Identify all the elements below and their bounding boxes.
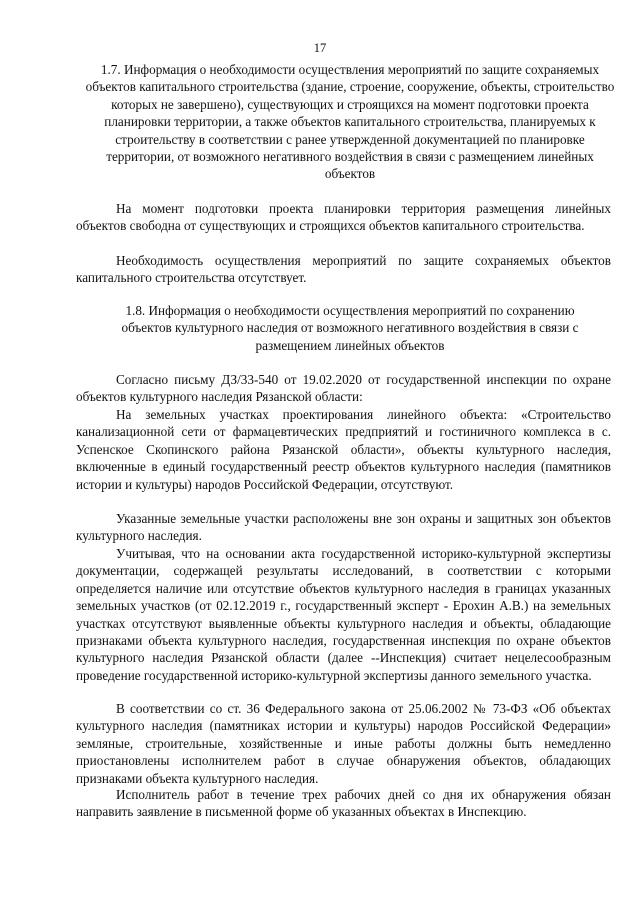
- section-1-8-paragraph: В соответствии со ст. 36 Федерального закона от 25.06.2002 № 73-ФЗ «Об объектах культурного наследия (памятниках истории и культуры) народов Российской Федерации» земляные, строительные, хозяйственные и иные работы должны быть немедленно приостановлены исполнителем работ в случае обнаружения объектов, обладающих признаками объекта культурного наследия.: [76, 701, 611, 786]
- section-1-8-paragraph: Учитывая, что на основании акта государственной историко-культурной экспертизы документации, содержащей результаты исследований, в соответствии с которыми определяется наличие или отсутствие объектов культурного наследия в границах указанных земельных участков (от 02.12.2019 г., государственный эксперт - Ерохин А.В.) на земельных участках отсутствуют выявленные объекты культурного наследия и объекты, обладающие признаками объекта культурного наследия, государственная инспекция по охране объектов культурного наследия Рязанской области (далее --Инспекция) считает нецелесообразным проведение государственной историко-культурной экспертизы данного земельного участка.: [76, 546, 611, 683]
- page-number: 17: [313, 41, 327, 55]
- section-1-8-paragraph: Указанные земельные участки расположены вне зон охраны и защитных зон объектов культурного наследия.: [76, 511, 611, 544]
- section-1-8-paragraph: Согласно письму ДЗ/33-540 от 19.02.2020 от государственной инспекции по охране объектов культурного наследия Рязанской области:: [76, 372, 611, 405]
- section-1-8-paragraph: На земельных участках проектирования линейного объекта: «Строительство канализационной сети от фармацевтических предприятий и гостиничного комплекса в с. Успенское Скопинского района Рязанской области», объекты культурного наследия, включенные в единый государственный реестр объектов культурного наследия (памятников истории и культуры) народов Российской Федерации, отсутствуют.: [76, 407, 611, 492]
- section-1-7-paragraph: На момент подготовки проекта планировки территория размещения линейных объектов свободна от существующих и строящихся объектов капитального строительства.: [76, 201, 611, 234]
- section-1-8-heading: 1.8. Информация о необходимости осуществления мероприятий по сохранению объектов культурного наследия от возможного негативного воздействия в связи с размещением линейных объектов: [121, 303, 579, 353]
- section-1-7-heading: 1.7. Информация о необходимости осуществления мероприятий по защите сохраняемых объектов капитального строительства (здание, строение, сооружение, объекты, строительство которых не завершено), существующих и строящихся на момент подготовки проекта планировки территории, а также объектов капитального строительства, планируемых к строительству в соответствии с ранее утвержденной документацией по планировке территории, от возможного негативного воздействия в связи с размещением линейных объектов: [85, 62, 615, 182]
- section-1-8-paragraph: Исполнитель работ в течение трех рабочих дней со дня их обнаружения обязан направить заявление в письменной форме об указанных объектах в Инспекцию.: [76, 787, 611, 820]
- section-1-7-paragraph: Необходимость осуществления мероприятий по защите сохраняемых объектов капитального строительства отсутствует.: [76, 253, 611, 286]
